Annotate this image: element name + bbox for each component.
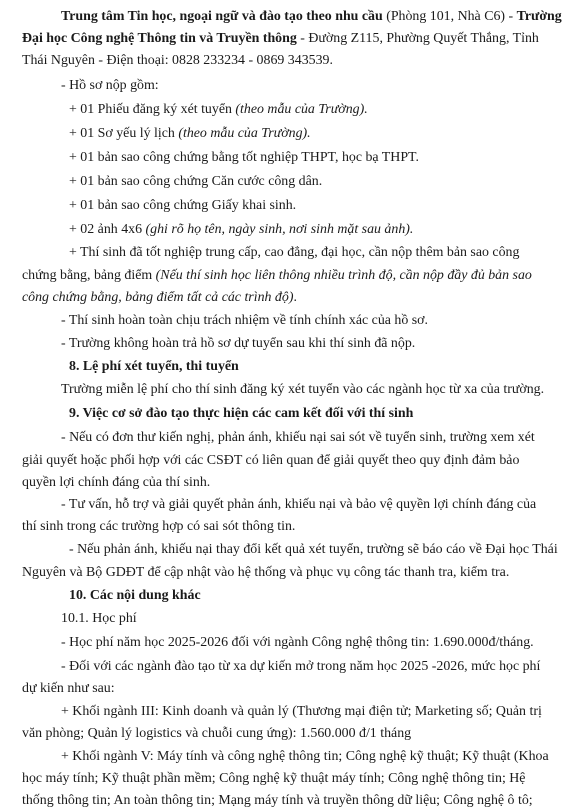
dossier-item: + 01 bản sao công chứng bằng tốt nghiệp THPT, học bạ THPT.	[69, 150, 419, 165]
section-9-paragraph-3: Nguyên và Bộ GDĐT để cập nhật vào hệ thống và phục vụ công tác thanh tra, kiểm tra.	[22, 565, 510, 580]
contact-line-2	[22, 30, 539, 48]
tuition-other-programs: dự kiến như sau:	[22, 681, 115, 696]
dossier-item: + 02 ảnh 4x6 (ghi rõ họ tên, ngày sinh, nơi sinh mặt sau ảnh).	[69, 222, 414, 237]
section-9-paragraph-1: giải quyết hoặc phối hợp với các CSĐT có liên quan để giải quyết theo quy định đảm bảo	[22, 453, 520, 468]
section-10-heading: 10. Các nội dung khác	[69, 588, 201, 603]
tuition-group-3: + Khối ngành III: Kinh doanh và quản lý (Thương mại điện tử; Marketing số; Quản trị	[61, 704, 542, 719]
dossier-extra-line-3: công chứng bằng, bảng điểm tất cả các trình độ).	[22, 290, 297, 305]
dossier-extra-line-2: chứng bằng, bảng điểm (Nếu thí sinh học liên thông nhiều trình độ, cần nộp đầy đủ bản sao	[22, 268, 532, 283]
contact-phone: Thái Nguyên - Điện thoại: 0828 233234 - 0869 343539.	[22, 53, 333, 68]
dossier-item: + 01 Phiếu đăng ký xét tuyển (theo mẫu của Trường).	[69, 102, 368, 117]
tuition-it-fee: - Học phí năm học 2025-2026 đối với ngành Công nghệ thông tin: 1.690.000đ/tháng.	[61, 635, 534, 650]
section-9-paragraph-2: - Tư vấn, hỗ trợ và giải quyết phản ánh, khiếu nại và bảo vệ quyền lợi chính đáng của	[61, 497, 537, 512]
section-8-text: Trường miễn lệ phí cho thí sinh đăng ký xét tuyển vào các ngành học từ xa của trường.	[61, 382, 545, 397]
center-name: Trung tâm Tin học, ngoại ngữ và đào tạo theo nhu cầu	[61, 9, 383, 24]
section-9-paragraph-3: - Nếu phản ánh, khiếu nại thay đổi kết quả xét tuyển, trường sẽ báo cáo về Đại học Thái	[69, 542, 558, 557]
section-9-paragraph-1: - Nếu có đơn thư kiến nghị, phản ánh, khiếu nại sai sót về tuyển sinh, trường xem xét	[61, 430, 535, 445]
school-name: Đại học Công nghệ Thông tin và Truyền thông	[22, 31, 297, 46]
tuition-group-3: văn phòng; Quản lý logistics và chuỗi cung ứng): 1.560.000 đ/1 tháng	[22, 726, 412, 741]
tuition-other-programs: - Đối với các ngành đào tạo từ xa dự kiến mở trong năm học 2025 -2026, mức học phí	[61, 659, 541, 674]
section-8-heading: 8. Lệ phí xét tuyển, thi tuyển	[69, 359, 239, 374]
dossier-heading: - Hồ sơ nộp gồm:	[61, 78, 159, 93]
section-9-heading: 9. Việc cơ sở đào tạo thực hiện các cam kết đối với thí sinh	[69, 406, 414, 421]
responsibility-note: - Thí sinh hoàn toàn chịu trách nhiệm về tính chính xác của hồ sơ.	[61, 313, 428, 328]
center-room: (Phòng 101, Nhà C6) -	[382, 9, 517, 24]
section-9-paragraph-1: quyền lợi chính đáng của thí sinh.	[22, 475, 211, 490]
dossier-item: + 01 bản sao công chứng Căn cước công dân.	[69, 174, 323, 189]
tuition-subheading: 10.1. Học phí	[61, 611, 137, 626]
dossier-item: + 01 Sơ yếu lý lịch (theo mẫu của Trường).	[69, 126, 311, 141]
tuition-group-5: thống thông tin; An toàn thông tin; Mạng máy tính và truyền thông dữ liệu; Công nghệ ô tô;	[22, 793, 533, 808]
school-word: Trường	[516, 9, 562, 24]
tuition-group-5: + Khối ngành V: Máy tính và công nghệ thông tin; Công nghệ kỹ thuật; Kỹ thuật (Khoa	[61, 749, 549, 764]
school-address: - Đường Z115, Phường Quyết Thắng, Tỉnh	[296, 31, 539, 46]
no-return-note: - Trường không hoàn trả hồ sơ dự tuyển sau khi thí sinh đã nộp.	[61, 336, 416, 351]
contact-line-1	[61, 8, 562, 26]
dossier-extra-line-1: + Thí sinh đã tốt nghiệp trung cấp, cao đẳng, đại học, cần nộp thêm bản sao công	[69, 245, 520, 260]
section-9-paragraph-2: thí sinh trong các trường hợp có sai sót thông tin.	[22, 519, 296, 534]
dossier-item: + 01 bản sao công chứng Giấy khai sinh.	[69, 198, 297, 213]
tuition-group-5: học máy tính; Kỹ thuật phần mềm; Công nghệ kỹ thuật máy tính; Công nghệ thông tin; Hệ	[22, 771, 526, 786]
